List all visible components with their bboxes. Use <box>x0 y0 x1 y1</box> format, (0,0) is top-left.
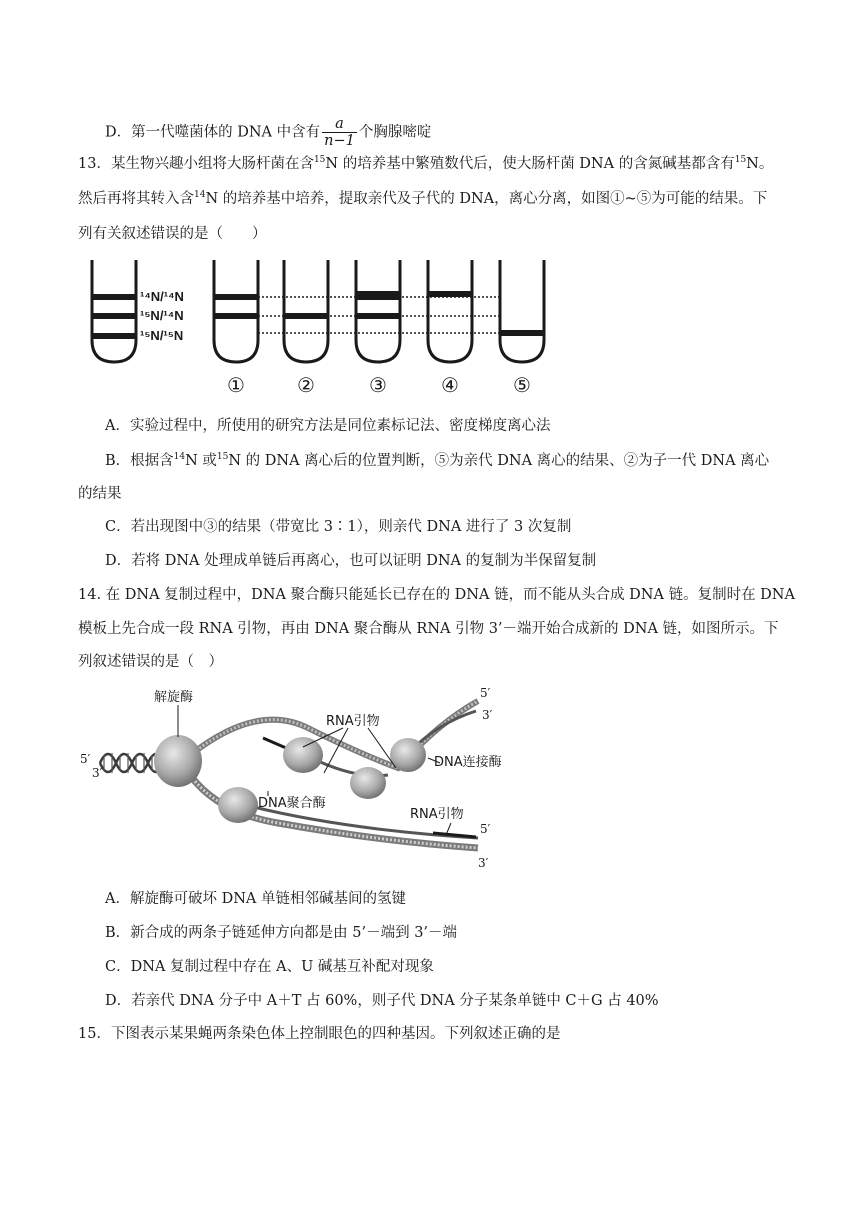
q12-option-d <box>105 116 431 149</box>
q14-option-b: B．新合成的两条子链延伸方向都是由 5’－端到 3’－端 <box>105 925 458 941</box>
q12-option-d-tail: 个胸腺嘧啶 <box>358 124 432 141</box>
tube-1 <box>214 260 258 362</box>
band-label-15n-14n: ¹⁵N/¹⁴N <box>140 308 184 323</box>
fraction-numerator: a <box>322 116 357 133</box>
helicase-enzyme <box>154 735 202 787</box>
label-top-5-prime: 5′ <box>480 686 491 700</box>
q14-stem-line2: 模板上先合成一段 RNA 引物，再由 DNA 聚合酶从 RNA 引物 3’－端开始合成新的 DNA 链，如图所示。下 <box>78 621 779 637</box>
label-top-3-prime: 3′ <box>482 708 493 722</box>
tube-label-3: ③ <box>369 373 387 397</box>
q13-option-b-text: B．根据含 <box>105 453 174 469</box>
q12-option-d-text: D．第一代噬菌体的 DNA 中含有 <box>105 124 321 141</box>
q13-stem-line2 <box>78 189 767 209</box>
tube-label-1: ① <box>227 373 245 397</box>
q14-option-c: C．DNA 复制过程中存在 A、U 碱基互补配对现象 <box>105 959 434 975</box>
polymerase-enzyme-lower <box>218 787 258 823</box>
label-bottom-3-prime: 3′ <box>478 856 489 870</box>
q13-option-b-text: N 的 DNA 离心后的位置判断，⑤为亲代 DNA 离心的结果、②为子一代 DNA 离心 <box>228 453 770 469</box>
tube-label-5: ⑤ <box>513 373 531 397</box>
tube4-band-top <box>429 291 471 297</box>
q13-option-a: A．实验过程中，所使用的研究方法是同位素标记法、密度梯度离心法 <box>105 418 551 434</box>
q13-text: N 的培养基中培养，提取亲代及子代的 DNA，离心分离，如图①~⑤为可能的结果。下 <box>205 191 768 207</box>
label-dna-polymerase: DNA聚合酶 <box>258 796 326 811</box>
q13-option-b-line2: 的结果 <box>78 486 122 502</box>
label-left-5-prime: 5′ <box>80 752 91 766</box>
superscript: 14 <box>173 452 186 462</box>
tube1-band-mid <box>215 313 257 319</box>
q13-text: N 的培养基中繁殖数代后，使大肠杆菌 DNA 的含氮碱基都含有 <box>325 156 735 172</box>
tube1-band-top <box>215 294 257 300</box>
q13-text: N。 <box>746 156 774 172</box>
q15-stem-line1: 15．下图表示某果蝇两条染色体上控制眼色的四种基因。下列叙述正确的是 <box>78 1026 561 1042</box>
q14-stem-line3: 列叙述错误的是（ ） <box>78 654 223 670</box>
superscript: 15 <box>313 155 326 165</box>
tube2-band-mid <box>285 313 327 319</box>
q13-option-b <box>105 451 769 471</box>
label-dna-ligase: DNA连接酶 <box>434 755 502 770</box>
fraction-denominator: n−1 <box>324 133 355 149</box>
label-left-3-prime: 3′ <box>92 766 103 780</box>
reference-tube <box>92 260 136 362</box>
tube-label-4: ④ <box>441 373 459 397</box>
label-rna-primer-top: RNA引物 <box>326 714 380 729</box>
tube-2 <box>284 260 328 362</box>
q13-option-d: D．若将 DNA 处理成单链后再离心，也可以证明 DNA 的复制为半保留复制 <box>105 553 597 569</box>
q13-text: 然后再将其转入含 <box>78 191 194 207</box>
superscript: 15 <box>216 452 229 462</box>
q13-option-b-text: N 或 <box>185 453 217 469</box>
polymerase-enzyme-mid <box>350 767 386 799</box>
q14-option-d: D．若亲代 DNA 分子中 A＋T 占 60%，则子代 DNA 分子某条单链中 C＋G 占 40% <box>105 993 659 1009</box>
q13-text: 13．某生物兴趣小组将大肠杆菌在含 <box>78 156 314 172</box>
q13-stem-line3: 列有关叙述错误的是（ ） <box>78 226 267 242</box>
superscript: 14 <box>194 190 206 200</box>
tube-5 <box>500 260 544 362</box>
ref-band-14-14 <box>93 294 135 300</box>
label-bottom-5-prime: 5′ <box>480 822 491 836</box>
ref-band-15-15 <box>93 333 135 339</box>
tube3-band-mid <box>357 313 399 319</box>
q14-dna-replication-figure <box>78 683 508 873</box>
polymerase-enzyme-upper <box>283 737 323 773</box>
tube5-band-bottom <box>501 330 543 336</box>
tube3-band-top <box>357 291 399 300</box>
tube-3 <box>356 260 400 362</box>
fraction-a-over-n-minus-1 <box>322 116 357 149</box>
tube-label-2: ② <box>297 373 315 397</box>
q13-centrifuge-tubes-figure <box>88 258 548 398</box>
q13-option-c: C．若出现图中③的结果（带宽比 3∶1），则亲代 DNA 进行了 3 次复制 <box>105 519 572 535</box>
q13-stem-line1 <box>78 154 773 174</box>
label-rna-primer-bottom: RNA引物 <box>410 807 464 822</box>
ref-band-15-14 <box>93 313 135 319</box>
superscript: 15 <box>734 155 747 165</box>
q14-option-a: A．解旋酶可破坏 DNA 单链相邻碱基间的氢键 <box>105 891 406 907</box>
band-label-14n-14n: ¹⁴N/¹⁴N <box>140 289 184 304</box>
label-helicase: 解旋酶 <box>154 690 194 705</box>
band-label-15n-15n: ¹⁵N/¹⁵N <box>140 328 184 343</box>
q14-stem-line1: 14. 在 DNA 复制过程中，DNA 聚合酶只能延长已存在的 DNA 链，而不能从头合成 DNA 链。复制时在 DNA <box>78 587 795 603</box>
tube-4 <box>428 260 472 362</box>
